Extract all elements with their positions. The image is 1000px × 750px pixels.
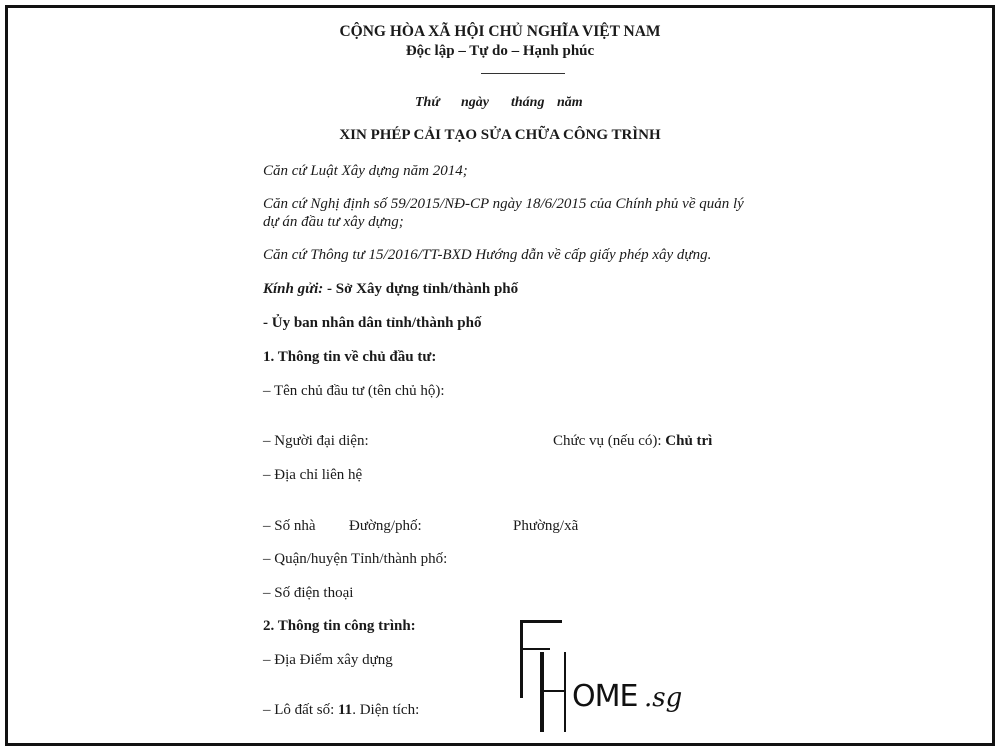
document-page	[5, 5, 995, 746]
legal-basis-2-cont: dự án đầu tư xây dựng;	[263, 214, 404, 230]
lot-suffix: . Diện tích:	[352, 702, 420, 718]
date-nam: năm	[557, 95, 583, 110]
section2-heading: 2. Thông tin công trình:	[263, 618, 416, 634]
recipient-label: Kính gửi:	[263, 281, 324, 297]
street-field: Đường/phố:	[349, 518, 422, 534]
recipient-line-2: - Ủy ban nhân dân tỉnh/thành phố	[263, 315, 482, 331]
representative-field: – Người đại diện:	[263, 433, 369, 449]
fhome-logo	[520, 620, 710, 735]
phone-field: – Số điện thoại	[263, 585, 354, 601]
date-thang: tháng	[511, 95, 545, 110]
legal-basis-1: Căn cứ Luật Xây dựng năm 2014;	[263, 163, 468, 179]
motto: Độc lập – Tự do – Hạnh phúc	[405, 43, 595, 59]
legal-basis-3: Căn cứ Thông tư 15/2016/TT-BXD Hướng dẫn về cấp giấy phép xây dựng.	[263, 247, 712, 263]
section1-heading: 1. Thông tin về chủ đầu tư:	[263, 349, 437, 365]
ward-field: Phường/xã	[513, 518, 579, 534]
logo-text: OME	[572, 679, 638, 714]
position-value: Chủ trì	[665, 433, 713, 449]
district-province-field: – Quận/huyện Tỉnh/thành phố:	[263, 551, 448, 567]
recipient-line-1	[263, 280, 518, 298]
lot-number: 11	[338, 702, 353, 718]
contact-address-field: – Địa chỉ liên hệ	[263, 467, 363, 483]
document-title: XIN PHÉP CẢI TẠO SỬA CHỮA CÔNG TRÌNH	[339, 127, 661, 143]
owner-name-field: – Tên chủ đầu tư (tên chủ hộ):	[263, 383, 445, 399]
legal-basis-2: Căn cứ Nghị định số 59/2015/NĐ-CP ngày 18/6/2015 của Chính phủ về quản lý	[263, 196, 744, 212]
construction-location-field: – Địa Điểm xây dựng	[263, 652, 393, 668]
date-ngay: ngày	[461, 95, 489, 110]
fhome-logo-mark	[520, 620, 710, 735]
house-number-field: – Số nhà	[263, 518, 316, 534]
lot-prefix: – Lô đất số:	[263, 702, 338, 718]
date-thu: Thứ	[415, 95, 440, 110]
motto-underline	[481, 73, 565, 74]
position-field	[553, 432, 712, 450]
logo-suffix: .sg	[644, 683, 683, 713]
nation-heading: CỘNG HÒA XÃ HỘI CHỦ NGHĨA VIỆT NAM	[339, 23, 661, 40]
position-label: Chức vụ (nếu có):	[553, 433, 666, 449]
lot-field	[263, 701, 419, 719]
recipient-dept: - Sở Xây dựng tỉnh/thành phố	[323, 281, 519, 297]
